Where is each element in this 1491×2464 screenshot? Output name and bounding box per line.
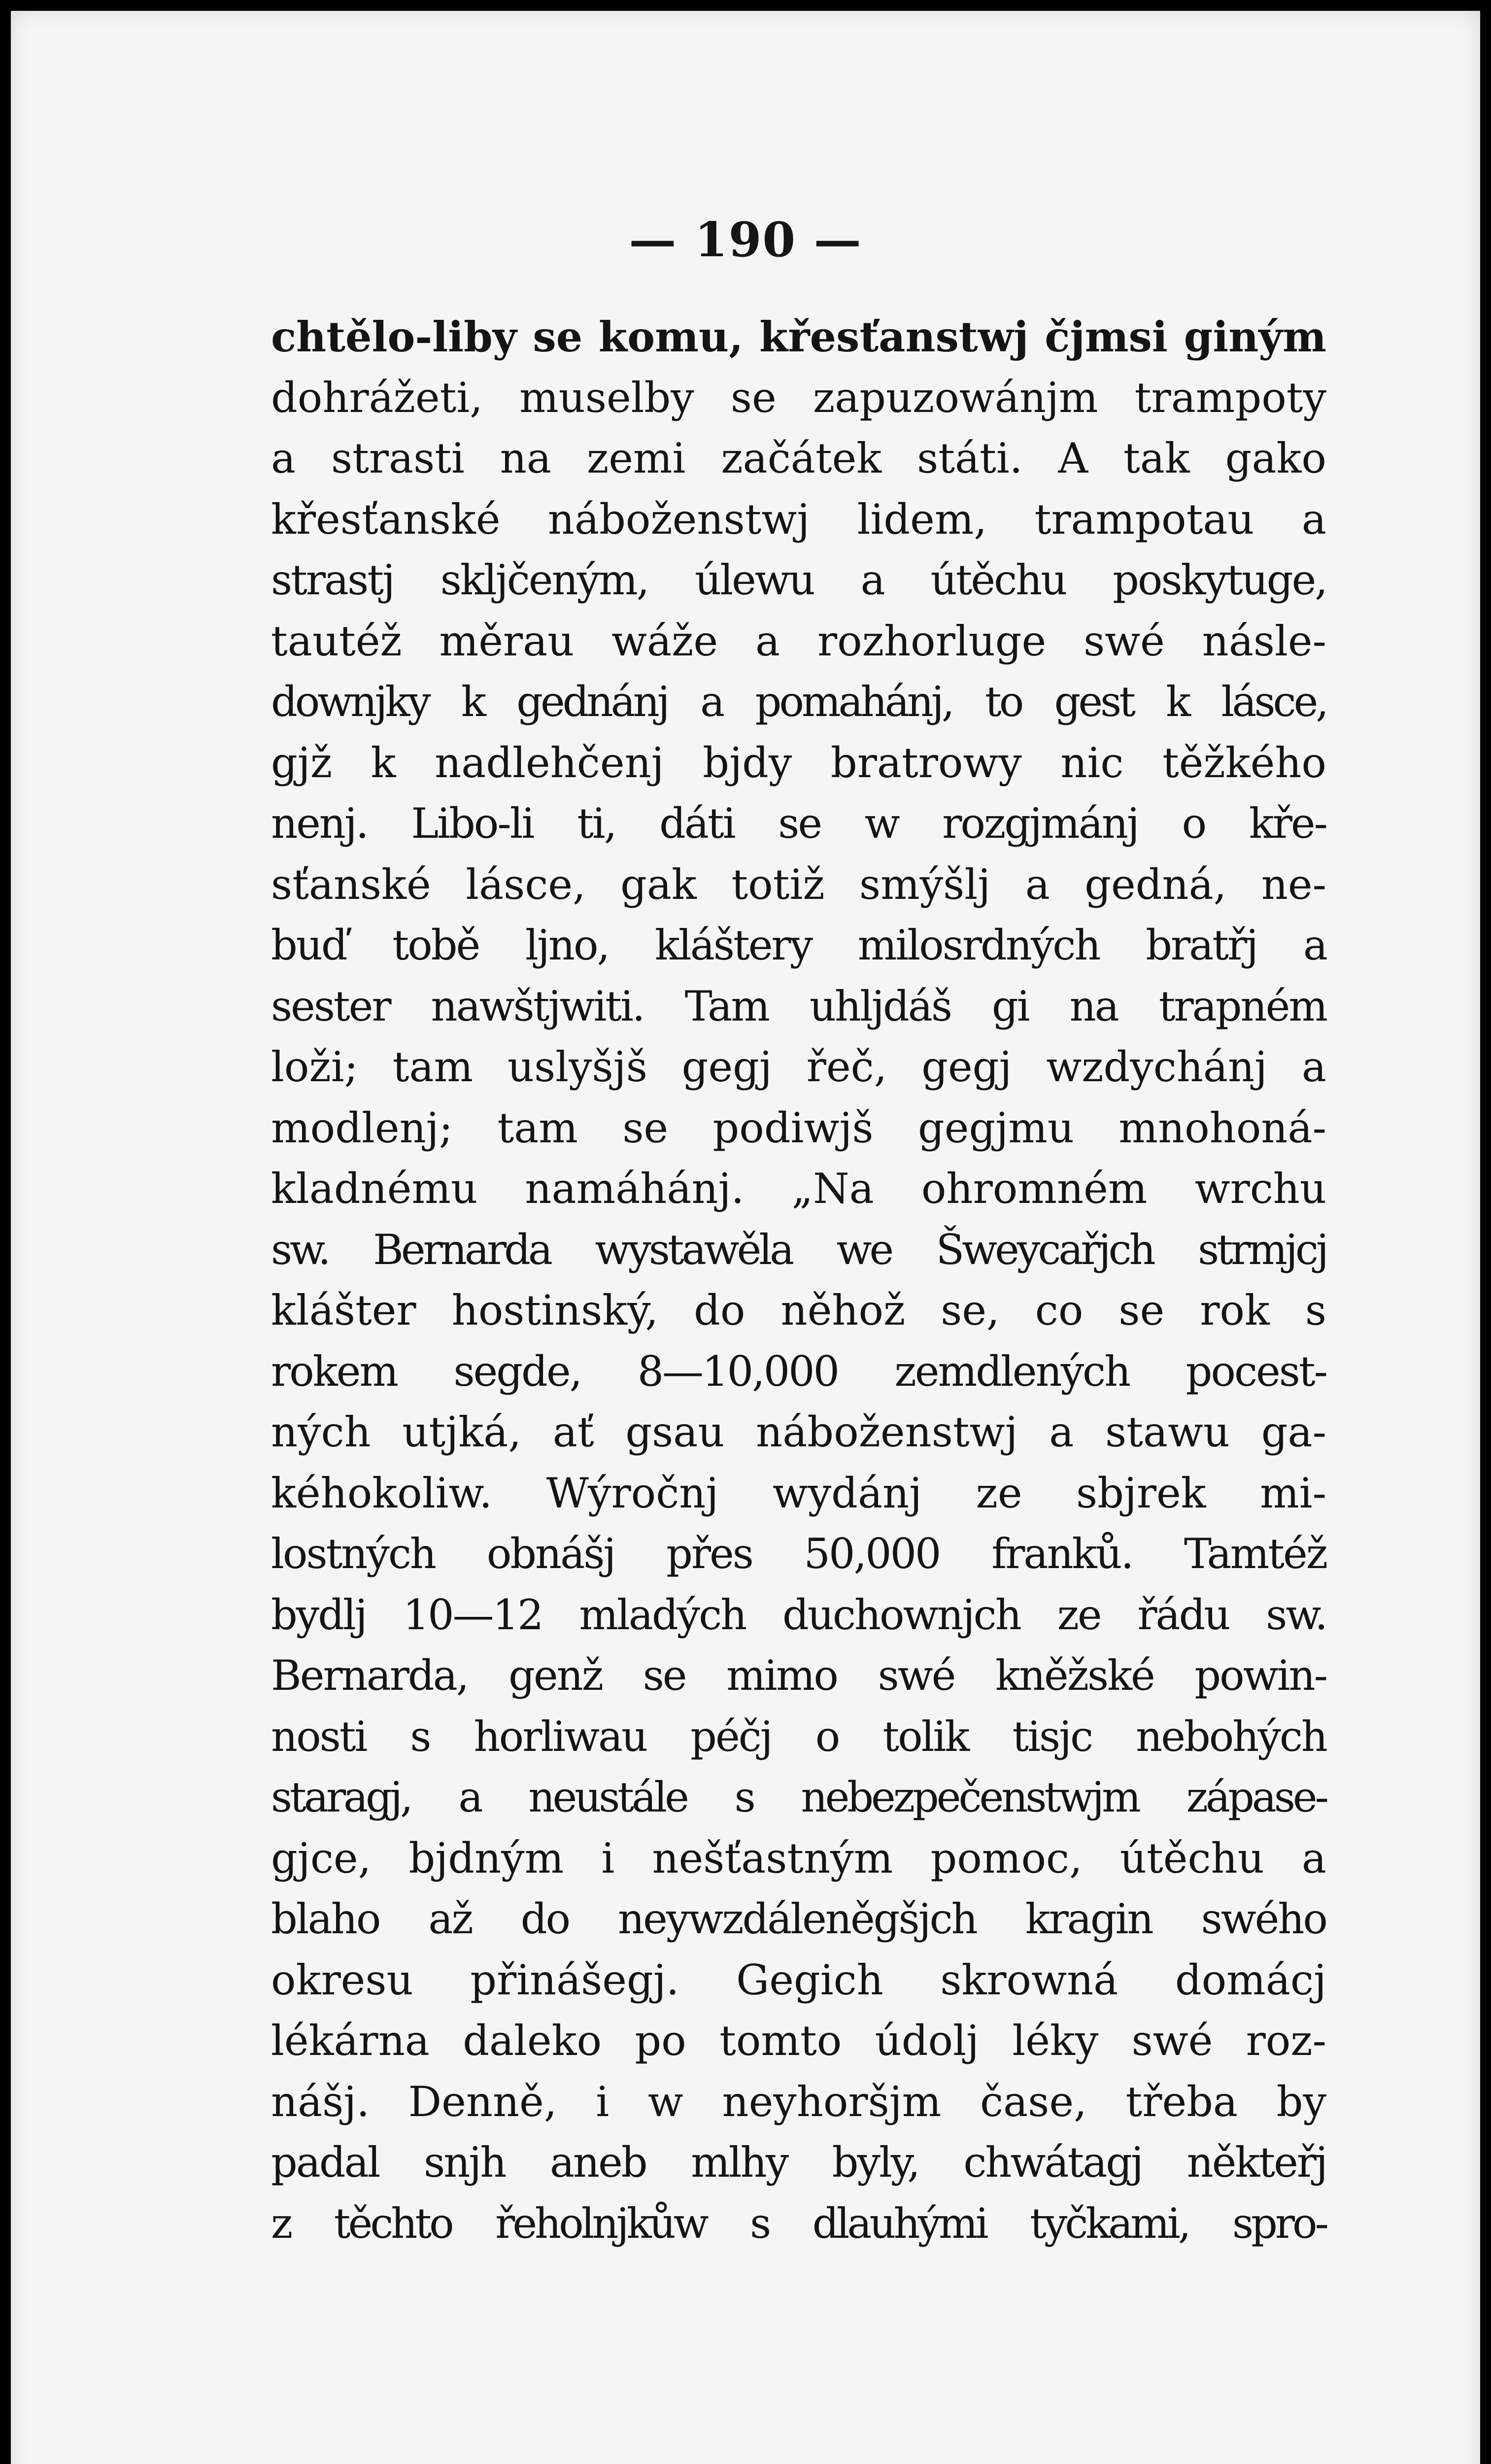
text-line: lékárna daleko po tomto údolj léky swé roz- (271, 2017, 1326, 2065)
text-line: padal snjh aneb mlhy byly, chwátagj někteřj (271, 2138, 1326, 2187)
text-line: nenj. Libo-li ti, dáti se w rozgjmánj o kře- (271, 799, 1326, 848)
text-line: klášter hostinský, do něhož se, co se rok s (271, 1286, 1326, 1335)
text-line: lostných obnášj přes 50,000 franků. Tamtéž (271, 1530, 1326, 1578)
text-line: nášj. Denně, i w neyhoršjm čase, třeba by (271, 2077, 1326, 2126)
text-line: blaho až do neywzdáleněgšjch kragin swého (271, 1895, 1326, 1943)
text-line: kladnému namáhánj. „Na ohromném wrchu (271, 1164, 1326, 1213)
text-line: rokem segde, 8—10,000 zemdlených pocest- (271, 1347, 1326, 1396)
text-line: staragj, a neustále s nebezpečenstwjm zápase- (271, 1773, 1326, 1821)
text-line: sw. Bernarda wystawěla we Šweycařjch strmjcj (271, 1225, 1326, 1274)
text-line: loži; tam uslyšjš gegj řeč, gegj wzdychánj a (271, 1043, 1326, 1091)
text-line: ných utjká, ať gsau náboženstwj a stawu ga- (271, 1408, 1326, 1456)
text-line: strastj skljčeným, úlewu a útěchu poskytuge, (271, 556, 1326, 604)
text-line: gjž k nadlehčenj bjdy bratrowy nic těžkého (271, 738, 1326, 787)
text-line: chtělo-liby se komu, křesťanstwj čjmsi giným (271, 312, 1326, 361)
book-page (11, 11, 1480, 2464)
text-line: gjce, bjdným i nešťastným pomoc, útěchu a (271, 1834, 1326, 1882)
body-text (271, 307, 1326, 2254)
page-number: — 190 — (629, 212, 862, 268)
text-line: kéhokoliw. Wýročnj wydánj ze sbjrek mi- (271, 1469, 1326, 1517)
text-line: dohrážeti, muselby se zapuzowánjm trampoty (271, 373, 1326, 422)
text-line: nosti s horliwau péčj o tolik tisjc nebohých (271, 1712, 1326, 1761)
text-line: z těchto řeholnjkůw s dlauhými tyčkami, spro- (271, 2199, 1326, 2248)
text-line: bydlj 10—12 mladých duchownjch ze řádu sw. (271, 1590, 1326, 1639)
text-line: křesťanské náboženstwj lidem, trampotau a (271, 495, 1326, 544)
text-line: modlenj; tam se podiwjš gegjmu mnohoná- (271, 1103, 1326, 1152)
text-line: okresu přinášegj. Gegich skrowná domácj (271, 1955, 1326, 2004)
text-line: tautéž měrau wáže a rozhorluge swé násle- (271, 616, 1326, 665)
text-line: sester nawštjwiti. Tam uhljdáš gi na trapném (271, 982, 1326, 1030)
text-line: buď tobě ljno, kláštery milosrdných bratřj a (271, 921, 1326, 969)
text-line: Bernarda, genž se mimo swé kněžské powin- (271, 1651, 1326, 1700)
text-line: sťanské lásce, gak totiž smýšlj a gedná, ne- (271, 860, 1326, 909)
text-line: downjky k gednánj a pomahánj, to gest k lásce, (271, 678, 1326, 726)
text-line: a strasti na zemi začátek státi. A tak gako (271, 434, 1326, 482)
